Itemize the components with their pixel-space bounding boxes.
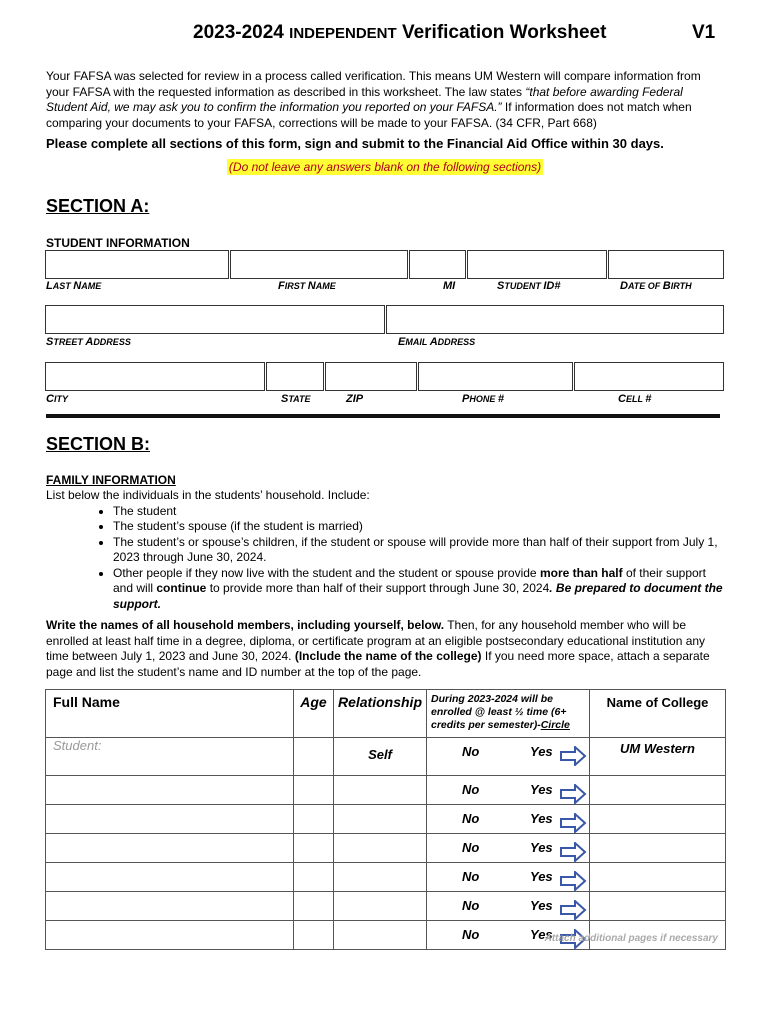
email-address-label: EMAIL ADDRESS: [398, 336, 476, 348]
section-a-heading: SECTION A:: [46, 196, 150, 216]
enrolled-cell: [427, 738, 590, 776]
zip-field[interactable]: [325, 362, 417, 391]
section-divider: [46, 414, 720, 418]
full-name-cell[interactable]: [46, 805, 294, 834]
list-item: • Other people if they now live with the student and the student or spouse provide more than half of their support and will continue to provide more than half of their support through June 30, 2024. Be prepared to document the support.: [113, 566, 726, 613]
form-title: [0, 18, 770, 48]
option-no[interactable]: No: [462, 869, 480, 884]
college-cell[interactable]: [590, 863, 726, 892]
city-field[interactable]: [45, 362, 265, 391]
col-age: Age: [294, 690, 334, 738]
enrolled-cell: [427, 863, 590, 892]
table-row: [46, 863, 726, 892]
first-name-field[interactable]: [230, 250, 408, 279]
college-cell[interactable]: [590, 834, 726, 863]
relationship-cell[interactable]: [334, 892, 427, 921]
student-id-label: STUDENT ID#: [497, 280, 561, 292]
arrow-right-icon: [559, 871, 587, 891]
section-b-heading: SECTION B:: [46, 434, 151, 454]
option-no[interactable]: No: [462, 744, 480, 759]
phone-label: PHONE #: [462, 393, 504, 405]
relationship-cell[interactable]: [334, 863, 427, 892]
table-row: [46, 805, 726, 834]
mi-label: MI: [443, 280, 456, 292]
enrolled-cell: [427, 834, 590, 863]
table-row: [46, 892, 726, 921]
table-row: [46, 738, 726, 776]
relationship-cell[interactable]: [334, 776, 427, 805]
arrow-right-icon: [559, 842, 587, 862]
version-label: V1: [692, 22, 716, 43]
full-name-cell[interactable]: [46, 776, 294, 805]
age-cell[interactable]: [294, 892, 334, 921]
first-name-label: FIRST NAME: [278, 280, 336, 292]
option-yes[interactable]: Yes: [530, 782, 553, 797]
option-no[interactable]: No: [462, 782, 480, 797]
intro-paragraph: Your FAFSA was selected for review in a process called verification. This means UM Western will compare information from your FAFSA with the requested information as described in this worksheet. The law states “that before awarding Federal Student Aid, we may ask you to confirm the information you reported on your FAFSA.” If information does not match when comparing your documents to your FAFSA, corrections will be made to your FAFSA. (34 CFR, Part 668): [46, 69, 701, 130]
street-address-label: STREET ADDRESS: [46, 336, 131, 348]
email-address-field[interactable]: [386, 305, 724, 334]
enrolled-cell: [427, 805, 590, 834]
col-relationship: Relationship: [334, 690, 427, 738]
city-label: CITY: [46, 393, 68, 405]
write-names-instruction: Write the names of all household members, including yourself, below. Then, for any household member who will be enrolled at least half time in a degree, diploma, or certificate program at an eligible postsecondary educational institution any time between July 1, 2023 and June 30, 2024. (Include the name of the college) If you need more space, attach a separate page and list the student’s name and ID number at the top of the page.: [46, 618, 710, 679]
state-field[interactable]: [266, 362, 324, 391]
zip-label: ZIP: [346, 393, 364, 405]
full-name-cell[interactable]: [46, 892, 294, 921]
date-of-birth-field[interactable]: [608, 250, 724, 279]
college-cell[interactable]: [590, 776, 726, 805]
table-header-row: [46, 690, 726, 738]
age-cell[interactable]: [294, 776, 334, 805]
enrolled-cell: [427, 776, 590, 805]
option-yes[interactable]: Yes: [530, 840, 553, 855]
attach-note: Attach additional pages if necessary: [544, 933, 718, 944]
cell-label: CELL #: [618, 393, 652, 405]
option-yes[interactable]: Yes: [530, 898, 553, 913]
college-name: UM Western: [620, 741, 695, 756]
list-item: • The student’s or spouse’s children, if the student or spouse will provide more than half of their support from July 1, 2023 through June 30, 2024.: [113, 535, 726, 566]
col-college: Name of College: [590, 690, 726, 738]
full-name-cell[interactable]: [46, 738, 294, 776]
dob-label: DATE OF BIRTH: [620, 280, 692, 292]
option-yes[interactable]: Yes: [530, 744, 553, 759]
relationship-cell[interactable]: [334, 834, 427, 863]
relationship-self: Self: [368, 747, 392, 762]
family-info-heading: FAMILY INFORMATION: [46, 473, 176, 487]
title-text: 2023-2024 INDEPENDENT Verification Worksheet: [193, 22, 607, 43]
option-no[interactable]: No: [462, 840, 480, 855]
street-address-field[interactable]: [45, 305, 385, 334]
list-item: • The student: [113, 504, 726, 520]
college-cell[interactable]: [590, 892, 726, 921]
arrow-right-icon: [559, 746, 587, 766]
student-placeholder: Student:: [53, 738, 102, 753]
student-info-heading: STUDENT INFORMATION: [46, 236, 190, 250]
arrow-right-icon: [559, 813, 587, 833]
table-row: [46, 834, 726, 863]
full-name-cell[interactable]: [46, 863, 294, 892]
age-cell[interactable]: [294, 805, 334, 834]
option-no[interactable]: No: [462, 898, 480, 913]
option-yes[interactable]: Yes: [530, 811, 553, 826]
option-no[interactable]: No: [462, 811, 480, 826]
family-info-lead: List below the individuals in the students’ household. Include:: [46, 488, 370, 502]
warning-text: (Do not leave any answers blank on the following sections): [228, 160, 542, 174]
relationship-cell[interactable]: [334, 738, 427, 776]
college-cell[interactable]: [590, 805, 726, 834]
cell-field[interactable]: [574, 362, 724, 391]
col-full-name: Full Name: [46, 690, 294, 738]
household-table: [45, 689, 726, 950]
family-info-text: [46, 488, 726, 612]
age-cell[interactable]: [294, 738, 334, 776]
arrow-right-icon: [559, 900, 587, 920]
age-cell[interactable]: [294, 863, 334, 892]
last-name-label: LAST NAME: [46, 280, 102, 292]
instruction-text: Please complete all sections of this form, sign and submit to the Financial Aid Office within 30 days.: [46, 136, 664, 151]
option-yes[interactable]: Yes: [530, 927, 553, 942]
arrow-right-icon: [559, 784, 587, 804]
col-enrolled: During 2023-2024 will be enrolled @ least ½ time (6+ credits per semester)-Circle: [427, 690, 590, 738]
mi-field[interactable]: [409, 250, 466, 279]
full-name-cell[interactable]: [46, 834, 294, 863]
option-yes[interactable]: Yes: [530, 869, 553, 884]
enrolled-cell: [427, 892, 590, 921]
college-cell[interactable]: [590, 738, 726, 776]
option-no[interactable]: No: [462, 927, 480, 942]
student-id-field[interactable]: [467, 250, 607, 279]
relationship-cell[interactable]: [334, 805, 427, 834]
age-cell[interactable]: [294, 834, 334, 863]
last-name-field[interactable]: [45, 250, 229, 279]
list-item: • The student’s spouse (if the student is married): [113, 519, 726, 535]
phone-field[interactable]: [418, 362, 573, 391]
table-row: [46, 776, 726, 805]
household-include-list: [46, 504, 726, 613]
state-label: STATE: [281, 393, 311, 405]
